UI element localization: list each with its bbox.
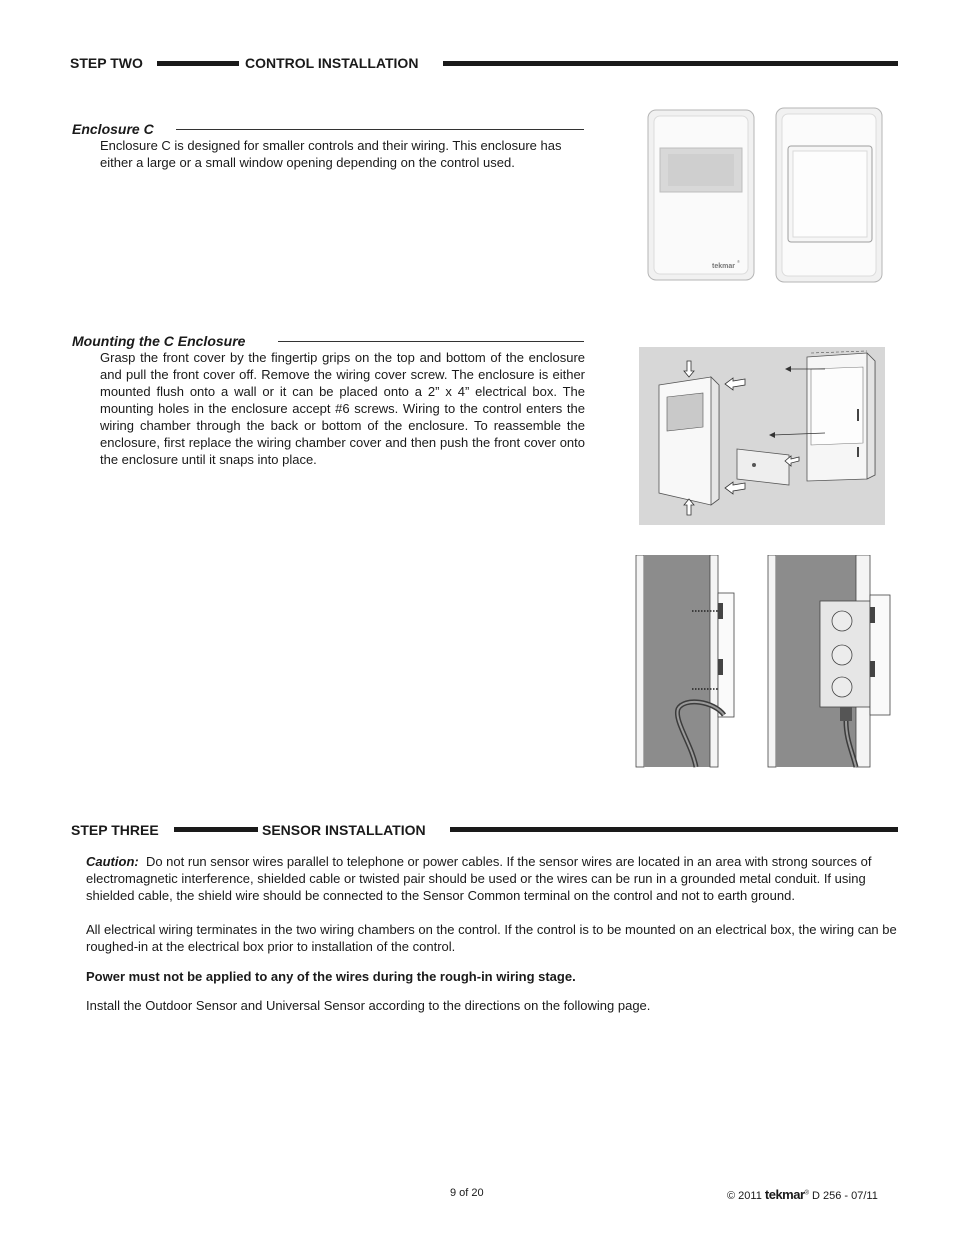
wiring-paragraph: All electrical wiring terminates in the two wiring chambers on the control. If the control is to be mounted on an electrical box, the wiring can be roughed-in at the electrical box prior to installation of the control.	[86, 922, 897, 954]
page-number: 9 of 20	[450, 1187, 484, 1199]
enclosure-brand-mark: tekmar	[712, 263, 735, 270]
footer-copyright	[727, 1187, 878, 1202]
caution-text: Do not run sensor wires parallel to telephone or power cables. If the sensor wires are located in an area with strong sources of electromagnetic interference, shielded cable or twisted pair should be used or the wires can be run in a grounded metal conduit. If using shielded cable, the shield wire should be connected to the Sensor Common terminal on the control and not to earth ground.	[86, 854, 872, 903]
step-two-rule-long	[443, 61, 898, 66]
step-three-rule-long	[450, 827, 898, 832]
mounting-rule	[278, 341, 584, 342]
copyright-text: © 2011	[727, 1190, 762, 1202]
mounting-body: Grasp the front cover by the fingertip grips on the top and bottom of the enclosure and pull the front cover off. Remove the wiring cover screw. The enclosure is either mounted flush onto a wall or it can be placed onto a 2” x 4” electrical box. The mounting holes in the enclosure accept #6 screws. Wiring to the control enters the wiring chamber through the back or bottom of the enclosure. To reassemble the enclosure, first replace the wiring chamber cover and then push the front cover onto the enclosure until it snaps into place.	[100, 350, 585, 467]
step-two-label: STEP TWO	[70, 55, 143, 71]
wiring-cover	[737, 449, 789, 485]
document-code: D 256 - 07/11	[812, 1190, 878, 1202]
enclosure-large-window	[776, 108, 882, 282]
wall-flush-mount	[636, 555, 734, 767]
caution-paragraph	[86, 853, 899, 904]
svg-text:®: ®	[737, 259, 740, 264]
enclosure-c-rule	[176, 129, 584, 130]
wall-mounting-figure	[634, 555, 896, 769]
enclosure-c-body: Enclosure C is designed for smaller controls and their wiring. This enclosure has either a large or a small window opening depending on the control used.	[100, 138, 562, 170]
step-two-title: CONTROL INSTALLATION	[245, 55, 419, 71]
front-cover	[659, 377, 719, 505]
tekmar-logo: tekmar	[764, 1187, 805, 1202]
step-three-rule-short	[174, 827, 258, 832]
mounting-title: Mounting the C Enclosure	[72, 333, 246, 349]
wall-electrical-box	[768, 555, 890, 767]
enclosure-small-window	[648, 110, 754, 280]
enclosure-c-title: Enclosure C	[72, 121, 154, 137]
step-three-title: SENSOR INSTALLATION	[262, 822, 426, 838]
back-enclosure	[807, 351, 875, 481]
step-two-rule-short	[157, 61, 239, 66]
power-warning: Power must not be applied to any of the wires during the rough-in wiring stage.	[86, 969, 576, 984]
step-three-label: STEP THREE	[71, 822, 159, 838]
registered-mark: ®	[804, 1190, 809, 1197]
install-sensors-note: Install the Outdoor Sensor and Universal Sensor according to the directions on the following page.	[86, 998, 651, 1013]
caution-label: Caution:	[86, 854, 139, 869]
mounting-figure	[639, 347, 885, 525]
enclosure-c-figure	[640, 100, 890, 290]
